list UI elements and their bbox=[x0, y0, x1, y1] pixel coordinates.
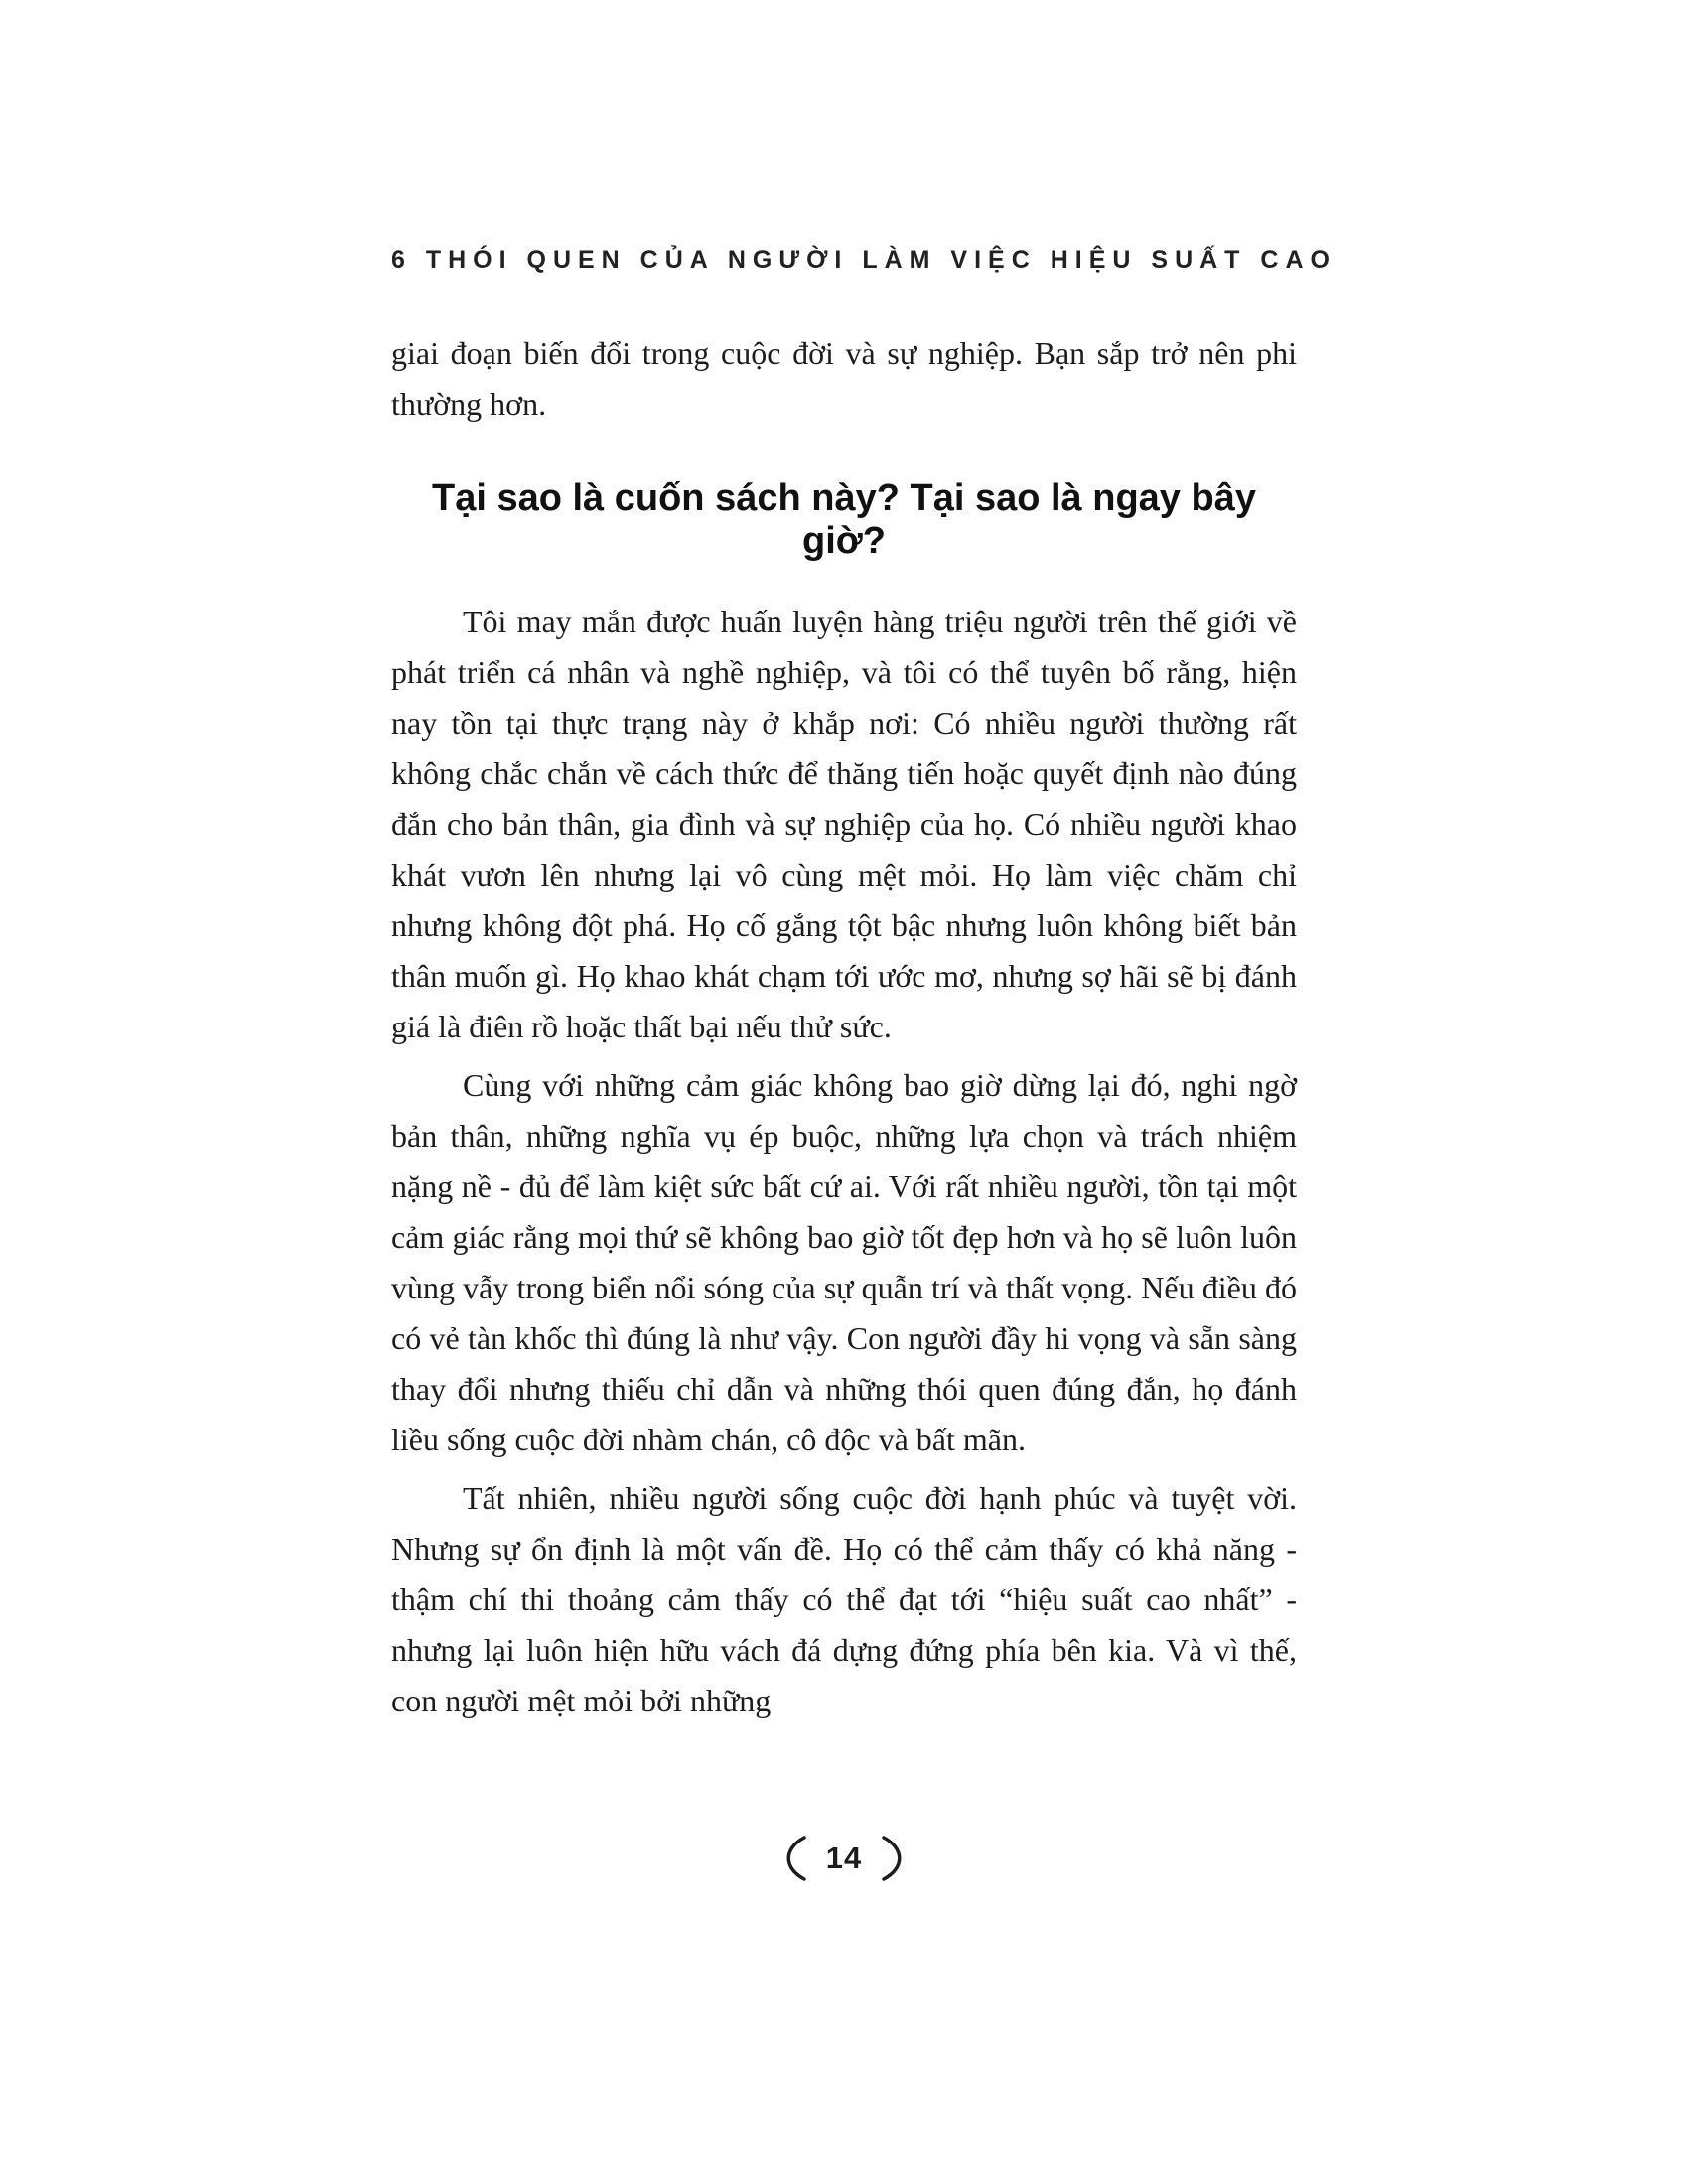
section-heading: Tại sao là cuốn sách này? Tại sao là ngay bây giờ? bbox=[432, 478, 1256, 562]
text-column bbox=[391, 0, 1336, 1726]
running-header: 6 THÓI QUEN CỦA NGƯỜI LÀM VIỆC HIỆU SUẤT CAO bbox=[391, 246, 1336, 274]
page-footer bbox=[0, 1833, 1688, 1884]
left-bracket-icon bbox=[771, 1833, 810, 1884]
intro-paragraph: giai đoạn biến đổi trong cuộc đời và sự nghiệp. Bạn sắp trở nên phi thường hơn. bbox=[391, 336, 1297, 422]
body-paragraph: Tất nhiên, nhiều người sống cuộc đời hạnh phúc và tuyệt vời. Nhưng sự ổn định là một vấn đề. Họ có thể cảm thấy có khả năng - thậm chí thi thoảng cảm thấy có thể đạt tới “hiệu suất cao nhất” - nhưng lại luôn hiện hữu vách đá dựng đứng phía bên kia. Và vì thế, con người mệt mỏi bởi những bbox=[391, 1480, 1297, 1718]
page-number: 14 bbox=[825, 1840, 863, 1875]
body-paragraph: Cùng với những cảm giác không bao giờ dừng lại đó, nghi ngờ bản thân, những nghĩa vụ ép buộc, những lựa chọn và trách nhiệm nặng nề - đủ để làm kiệt sức bất cứ ai. Với rất nhiều người, tồn tại một cảm giác rằng mọi thứ sẽ không bao giờ tốt đẹp hơn và họ sẽ luôn luôn vùng vẫy trong biển nổi sóng của sự quẫn trí và thất vọng. Nếu điều đó có vẻ tàn khốc thì đúng là như vậy. Con người đầy hi vọng và sẵn sàng thay đổi nhưng thiếu chỉ dẫn và những thói quen đúng đắn, họ đánh liều sống cuộc đời nhàm chán, cô độc và bất mãn. bbox=[391, 1067, 1297, 1457]
right-bracket-icon bbox=[878, 1833, 917, 1884]
body-paragraph: Tôi may mắn được huấn luyện hàng triệu người trên thế giới về phát triển cá nhân và nghề nghiệp, và tôi có thể tuyên bố rằng, hiện nay tồn tại thực trạng này ở khắp nơi: Có nhiều người thường rất không chắc chắn về cách thức để thăng tiến hoặc quyết định nào đúng đắn cho bản thân, gia đình và sự nghiệp của họ. Có nhiều người khao khát vươn lên nhưng lại vô cùng mệt mỏi. Họ làm việc chăm chỉ nhưng không đột phá. Họ cố gắng tột bậc nhưng luôn không biết bản thân muốn gì. Họ khao khát chạm tới ước mơ, nhưng sợ hãi sẽ bị đánh giá là điên rồ hoặc thất bại nếu thử sức. bbox=[391, 604, 1297, 1044]
